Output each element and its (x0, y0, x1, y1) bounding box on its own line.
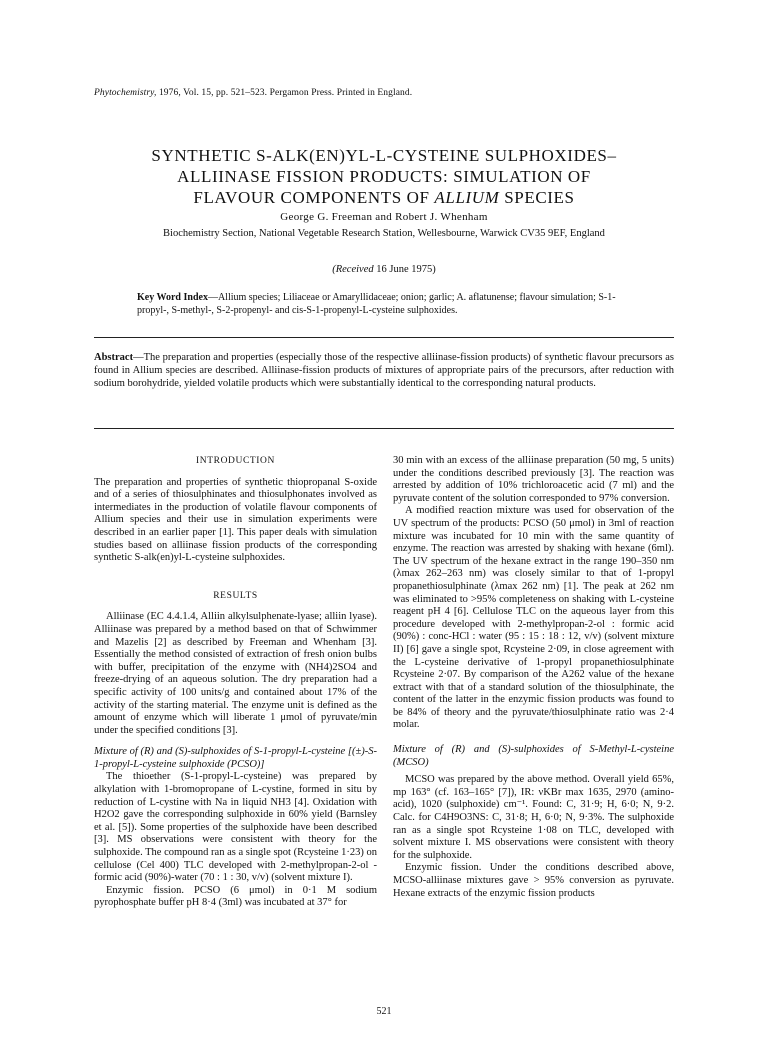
title-line-2: ALLIINASE FISSION PRODUCTS: SIMULATION OF (177, 167, 591, 186)
mixture-heading: Mixture of (R) and (S)-sulphoxides of S-1-propyl-L-cysteine [(±)-S-1-propyl-L-cysteine sulphoxide (PCSO)] (94, 746, 377, 770)
title-line-1: SYNTHETIC S-ALK(EN)YL-L-CYSTEINE SULPHOXIDES– (151, 146, 617, 165)
affiliation: Biochemistry Section, National Vegetable Research Station, Wellesbourne, Warwick CV35 9EF, England (163, 228, 605, 239)
intro-heading: INTRODUCTION (196, 456, 275, 466)
received-date (94, 264, 674, 275)
intro-text: The preparation and properties of synthetic thiopropanal S-oxide and of a series of thiosulphinates and thiosulphonates involved as intermediates in the production of volatile flavour components of Allium species and their use in simulation experiments were described in an earlier paper [1]. This paper deals with simulation studies based on alliinase fission products of the corresponding synthetic S-alk(en)yl-L-cysteine sulphoxides. (94, 476, 377, 564)
title-line-3-italic: ALLIUM (434, 188, 500, 207)
abstract-text: —The preparation and properties (especially those of the respective alliinase-fission products) of synthetic flavour precursors as found in Allium species are described. Alliinase-fission products of mixtures of appropriate pairs of the precursors, after reduction with sodium borohydride, yielded volatile products which were substantially identical to the corresponding natural products. (94, 352, 674, 389)
journal-details: 1976, Vol. 15, pp. 521–523. Pergamon Press. Printed in England. (158, 88, 413, 98)
authors: George G. Freeman and Robert J. Whenham (280, 211, 488, 223)
right-paragraph-1: 30 min with an excess of the alliinase preparation (50 mg, 5 units) under the conditions described previously [3]. The reaction was arrested by addition of 10% trichloroacetic acid (7 ml) and the pyruvate content of the solution corresponded to 97% conversion. (393, 455, 674, 504)
paper-title (94, 145, 674, 208)
left-column (94, 455, 377, 910)
right-paragraph-2: A modified reaction mixture was used for observation of the UV spectrum of the products: PCSO (50 μmol) in 3ml of reaction mixture was incubated for 10 min with the same quantity of enzyme. The reaction was arrested by shaking with hexane (6ml). The UV spectrum of the hexane extract in the range 190–350 nm (λmax 262–263 nm) was closely similar to that of 1-propyl propanethiosulphinate (λmax 262 nm) [1]. The peak at 262 nm was eliminated to >95% completeness on shaking with L-cysteine reagent pH 4 [6]. Cellulose TLC on the aqueous layer from this procedure developed with 2-methylpropan-2-ol : formic acid (90%) : conc-HCl : water (95 : 15 : 18 : 12, v/v) (solvent mixture II) [6] gave a single spot, Rcysteine 2·09, in close agreement with the L-cysteine derivative of 1-propyl propanethiosulphinate Rcysteine 2·07. By comparison of the A262 value of the hexane extract with that of a standard solution of the thiosulphinate, the content of the latter in the enzymic fission products was found to be 84% of theory and the pyruvate/thiosulphinate ratio was 2·4 molar. (393, 505, 674, 731)
mixture-text: The thioether (S-1-propyl-L-cysteine) was prepared by alkylation with 1-bromopropane of L-cystine, formed in situ by reduction of L-cystine with Na in liquid NH3 [4]. Oxidation with H2O2 gave the corresponding sulphoxide in 60% yield (Barnsley et al. [5]). Some properties of the sulphoxide have been described [3]. MS observations were consistent with theory for the sulphoxide. The compound ran as a single spot (Rcysteine 1·23) on cellulose (Cel 400) TLC developed with 2-methylpropan-2-ol -formic acid (90%)-water (70 : 1 : 30, v/v) (solvent mixture I). (94, 771, 377, 884)
methyl-heading: Mixture of (R) and (S)-sulphoxides of S-Methyl-L-cysteine (MCSO) (393, 744, 674, 768)
title-line-3-post: SPECIES (499, 188, 575, 207)
fission2-text: Enzymic fission. Under the conditions described above, MCSO-alliinase mixtures gave > 95% conversion as pyruvate. Hexane extracts of the enzymic fission products (393, 862, 674, 899)
keyword-index (137, 292, 637, 317)
methyl-text: MCSO was prepared by the above method. Overall yield 65%, mp 163° (cf. 163–165° [7]), IR: νKBr max 1635, 2970 (amino-acid), 1020 (sulphoxide) cm⁻¹. Found: C, 31·9; H, 6·0; N, 9·2. Calc. for C4H9O3NS: C, 31·8; H, 6·0; N, 9·3%. The sulphoxide ran as a single spot Rcysteine 1·08 on TLC, developed with solvent mixture I. MS observations were consistent with theory for the sulphoxide. (393, 774, 674, 861)
right-column (393, 455, 674, 900)
divider-top (94, 337, 674, 338)
keyword-label: Key Word Index (137, 292, 208, 303)
fission-text: Enzymic fission. PCSO (6 μmol) in 0·1 M sodium pyrophosphate buffer pH 8·4 (3ml) was incubated at 37° for (94, 884, 377, 909)
keyword-text: —Allium species; Liliaceae or Amaryllidaceae; onion; garlic; A. aflatunense; flavour simulation; S-1-propyl-, S-methyl-, S-2-propenyl- and cis-S-1-propenyl-L-cysteine sulphoxides. (137, 292, 616, 316)
journal-citation (94, 88, 412, 98)
received-date-value: 16 June 1975) (376, 264, 436, 275)
abstract-label: Abstract (94, 352, 134, 363)
title-line-3 (94, 187, 674, 208)
journal-name: Phytochemistry, (94, 88, 157, 98)
abstract (94, 351, 674, 390)
results-paragraph: Alliinase (EC 4.4.1.4, Alliin alkylsulphenate-lyase; alliin lyase). Alliinase was prepared by a method based on that of Schwimmer and Mazelis [2] as described by Freeman and Whenham [3]. Essentially the method consisted of extraction of fresh onion bulbs with buffer, precipitation of the enzyme with (NH4)2SO4 and freeze-drying of an aqueous solution. The dry preparation had a specific activity of 100 units/g and contained about 17% of the activity of the starting material. The enzyme unit is defined as the amount of enzyme which will liberate 1 μmol of pyruvate/min under the specified conditions [3]. (94, 611, 377, 736)
page-number: 521 (376, 1006, 392, 1017)
received-label: (Received (332, 264, 374, 275)
title-line-3-pre: FLAVOUR COMPONENTS OF (193, 188, 435, 207)
divider-bottom (94, 428, 674, 429)
results-heading: RESULTS (213, 590, 258, 601)
